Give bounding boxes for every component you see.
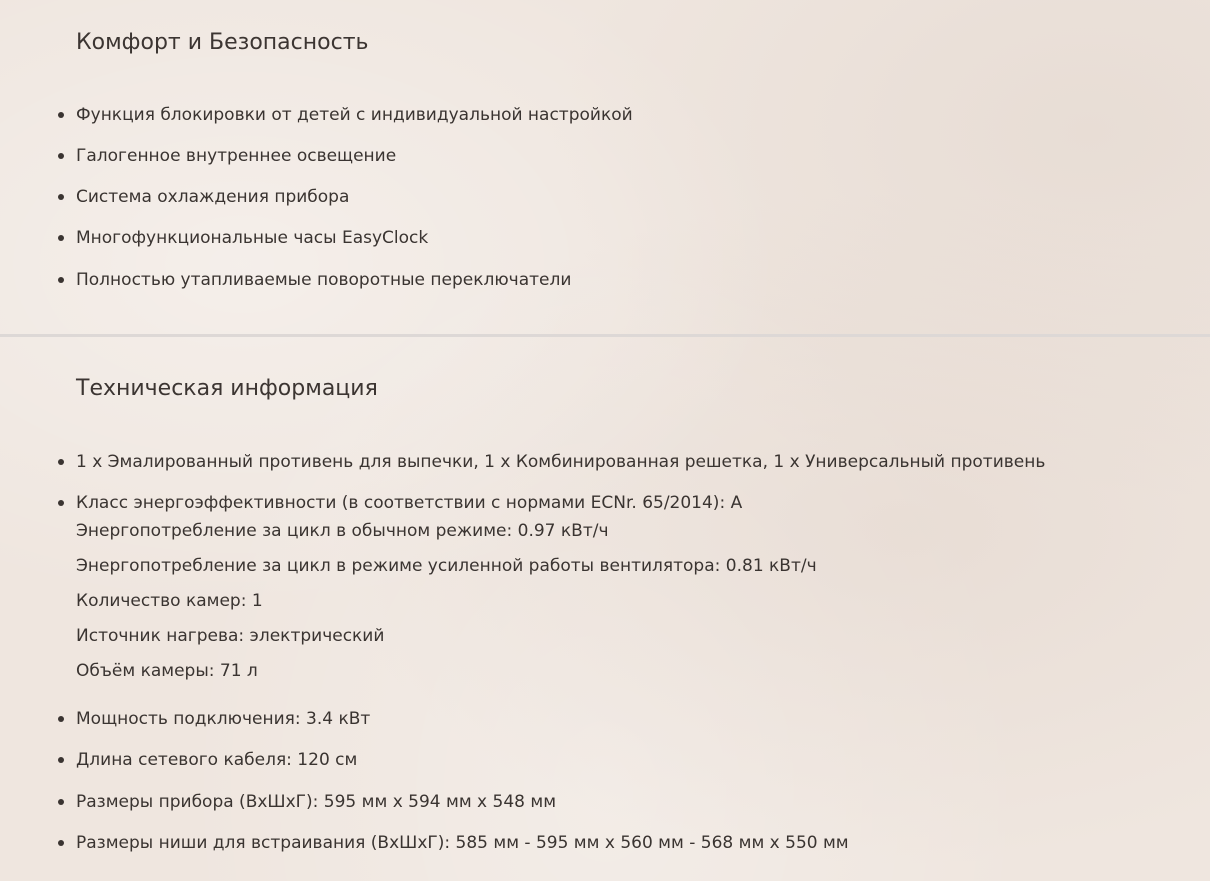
bullet-icon: [58, 235, 64, 241]
bullet-icon: [58, 799, 64, 805]
list-item: [0, 227, 1210, 249]
niche-dimensions-text: Размеры ниши для встраивания (ВхШхГ): 585 мм - 595 мм x 560 мм - 568 мм x 550 мм: [76, 833, 849, 853]
bullet-icon: [58, 757, 64, 763]
list-item: [0, 791, 1210, 813]
bullet-icon: [58, 716, 64, 722]
list-item-text: Галогенное внутреннее освещение: [76, 146, 397, 166]
list-item-text: Система охлаждения прибора: [76, 187, 350, 207]
bullet-icon: [58, 840, 64, 846]
bullet-icon: [58, 277, 64, 283]
energy-list-item: [0, 492, 1210, 689]
energy-normal-mode-text: Энергопотребление за цикл в обычном режиме: 0.97 кВт/ч: [76, 521, 609, 541]
bullet-icon: [58, 153, 64, 159]
dimensions-text: Размеры прибора (ВхШхГ): 595 мм x 594 мм x 548 мм: [76, 792, 557, 812]
chamber-count-text: Количество камер: 1: [76, 591, 263, 611]
power-text: Мощность подключения: 3.4 кВт: [76, 709, 371, 729]
bullet-icon: [58, 194, 64, 200]
list-item: [0, 269, 1210, 291]
list-item-text: Функция блокировки от детей с индивидуальной настройкой: [76, 105, 633, 125]
comfort-feature-list: [0, 104, 1210, 291]
list-item-text: Многофункциональные часы EasyClock: [76, 228, 429, 248]
technical-feature-list: [0, 451, 1210, 854]
list-item: [0, 708, 1210, 730]
list-item-text: Полностью утапливаемые поворотные переключатели: [76, 270, 572, 290]
list-item: [0, 145, 1210, 167]
section-title-comfort: Комфорт и Безопасность: [76, 30, 369, 55]
bullet-icon: [58, 112, 64, 118]
list-item: [0, 832, 1210, 854]
list-item: [0, 104, 1210, 126]
section-title-technical: Техническая информация: [76, 376, 378, 401]
energy-fan-mode-text: Энергопотребление за цикл в режиме усиленной работы вентилятора: 0.81 кВт/ч: [76, 556, 817, 576]
bullet-icon: [58, 459, 64, 465]
list-item: [0, 451, 1210, 473]
list-item: [0, 186, 1210, 208]
heat-source-text: Источник нагрева: электрический: [76, 626, 385, 646]
section-divider: [0, 334, 1210, 337]
accessories-text: 1 x Эмалированный противень для выпечки, 1 x Комбинированная решетка, 1 x Универсальный противень: [76, 452, 1046, 472]
bullet-icon: [58, 500, 64, 506]
list-item: [0, 749, 1210, 771]
chamber-volume-text: Объём камеры: 71 л: [76, 661, 258, 681]
cable-length-text: Длина сетевого кабеля: 120 см: [76, 750, 358, 770]
energy-class-text: Класс энергоэффективности (в соответствии с нормами ECNr. 65/2014): A: [76, 493, 743, 513]
